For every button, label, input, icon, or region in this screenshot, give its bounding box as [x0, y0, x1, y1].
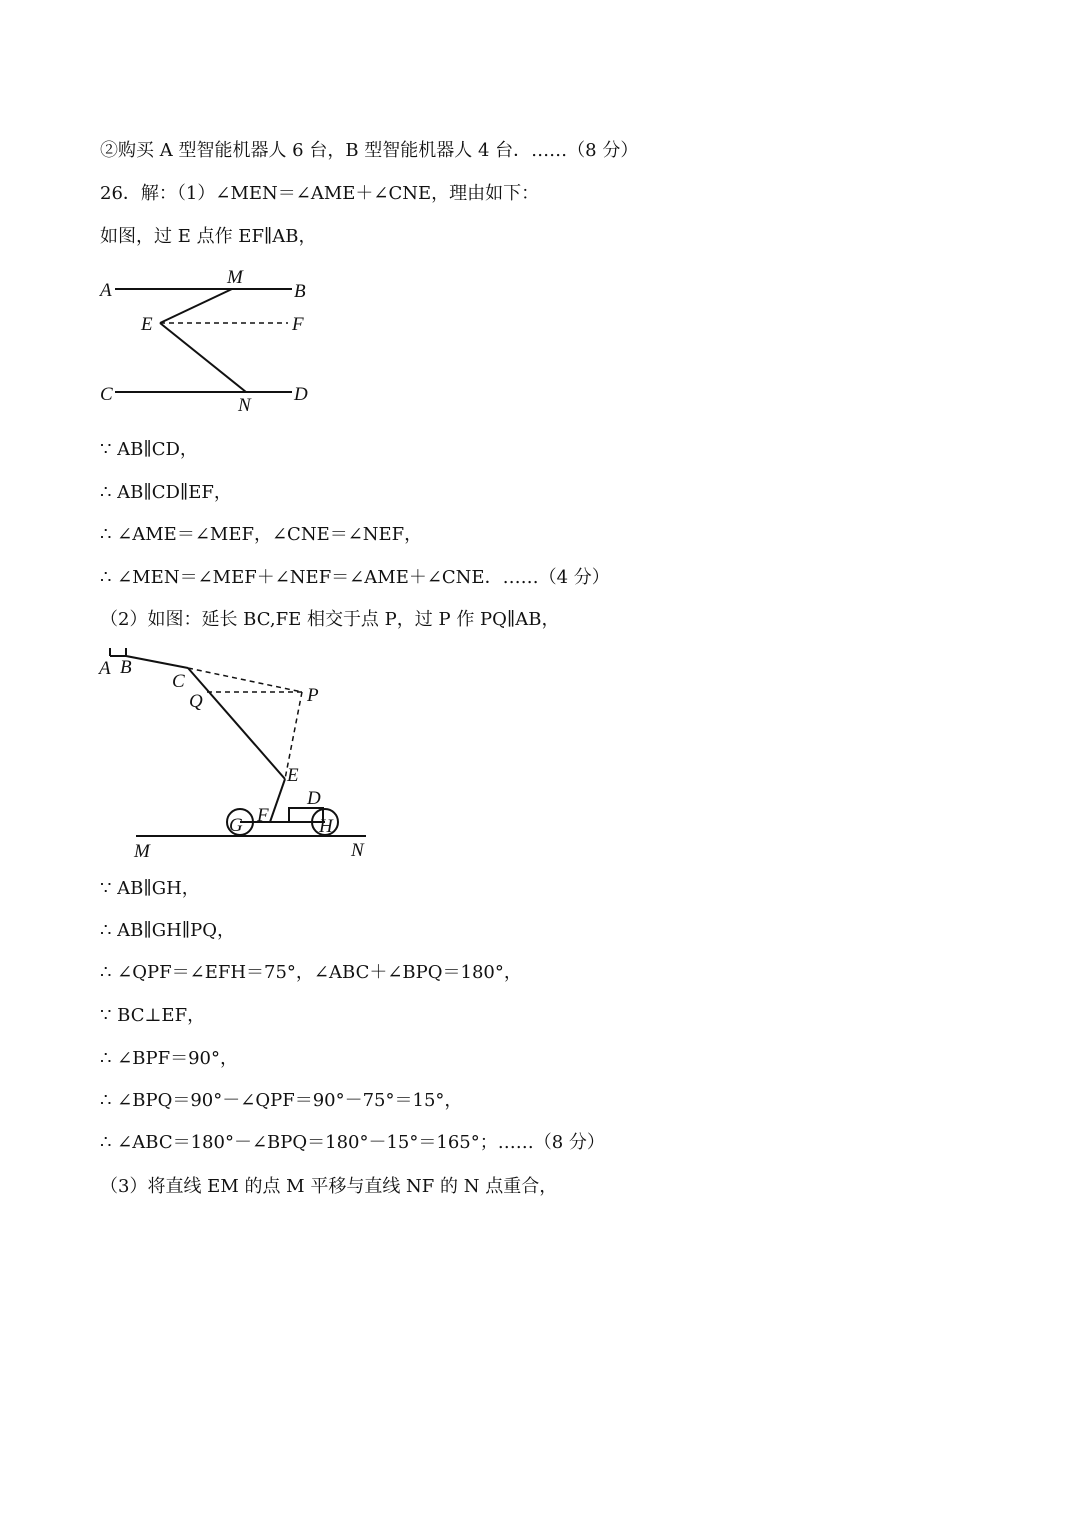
text-line-11: ∴ ∠QPF＝∠EFH＝75°，∠ABC＋∠BPQ＝180°， [100, 962, 522, 983]
text-line-14: ∴ ∠BPQ＝90°－∠QPF＝90°－75°＝15°， [100, 1090, 463, 1111]
text-line-6: ∴ ∠AME＝∠MEF，∠CNE＝∠NEF， [100, 524, 423, 545]
line-bc [126, 656, 188, 668]
text-line-13: ∴ ∠BPF＝90°， [100, 1048, 238, 1069]
label2-g: G [229, 815, 243, 836]
line-ef [270, 779, 285, 822]
label2-a: A [99, 658, 111, 679]
label2-m: M [134, 841, 150, 862]
label2-d: D [307, 788, 321, 809]
label-e: E [141, 314, 153, 335]
label-f: F [292, 314, 304, 335]
text-line-10: ∴ AB∥GH∥PQ， [100, 920, 235, 941]
text-line-9: ∵ AB∥GH， [100, 878, 200, 899]
label2-f: F [257, 805, 269, 826]
label2-c: C [172, 671, 185, 692]
label-c: C [100, 384, 113, 405]
text-line-7: ∴ ∠MEN＝∠MEF＋∠NEF＝∠AME＋∠CNE．……（4 分） [100, 567, 610, 588]
text-line-1: ②购买 A 型智能机器人 6 台，B 型智能机器人 4 台．……（8 分） [100, 140, 639, 161]
label-a: A [100, 280, 112, 301]
label-n: N [238, 395, 251, 416]
text-line-3: 如图，过 E 点作 EF∥AB， [100, 226, 317, 247]
text-line-4: ∵ AB∥CD， [100, 439, 198, 460]
label2-q: Q [189, 691, 203, 712]
label-m: M [227, 267, 243, 288]
label-d: D [294, 384, 308, 405]
text-line-16: （3）将直线 EM 的点 M 平移与直线 NF 的 N 点重合， [100, 1176, 558, 1197]
label2-n: N [351, 840, 364, 861]
label2-h: H [319, 816, 333, 837]
text-line-2: 26．解：（1）∠MEN＝∠AME＋∠CNE，理由如下： [100, 183, 540, 204]
text-line-5: ∴ AB∥CD∥EF， [100, 482, 232, 503]
label2-p: P [307, 685, 319, 706]
line-me [160, 289, 232, 323]
text-line-12: ∵ BC⊥EF， [100, 1005, 206, 1026]
text-line-15: ∴ ∠ABC＝180°－∠BPQ＝180°－15°＝165°；……（8 分） [100, 1132, 605, 1153]
text-line-8: （2）如图：延长 BC,FE 相交于点 P，过 P 作 PQ∥AB， [100, 609, 560, 630]
label-b: B [294, 281, 306, 302]
label2-b: B [120, 657, 132, 678]
label2-e: E [287, 765, 299, 786]
line-en [160, 323, 246, 392]
